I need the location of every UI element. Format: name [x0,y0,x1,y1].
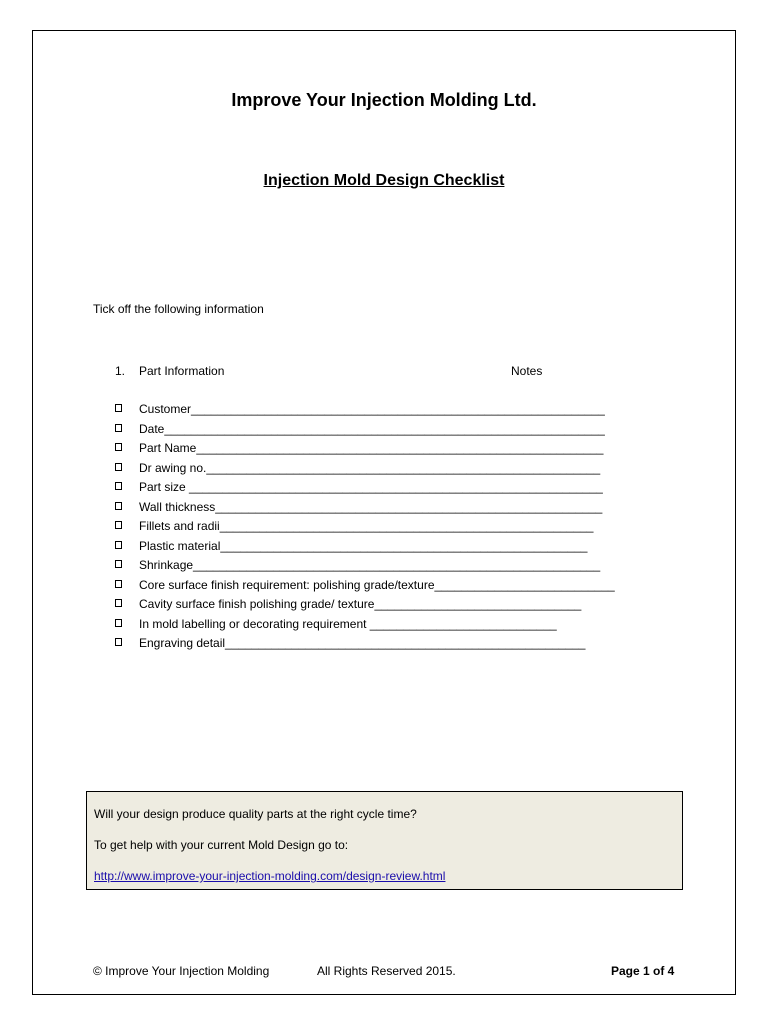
checklist-item-label: Wall thickness__________________________________________________________ [139,499,603,514]
checkbox[interactable] [115,463,122,471]
checklist-item [113,500,673,520]
checkbox[interactable] [115,619,122,627]
checkbox[interactable] [115,560,122,568]
intro-text: Tick off the following information [93,302,264,316]
checklist-item [113,539,673,559]
checklist-item-label: Core surface finish requirement: polishing grade/texture___________________________ [139,577,615,592]
checklist-item [113,578,673,598]
checklist-item-label: Shrinkage_____________________________________________________________ [139,558,601,572]
section-number: 1. [115,364,126,378]
design-review-link[interactable]: http://www.improve-your-injection-molding.com/design-review.html [94,869,446,883]
section-title: Part Information [139,364,225,378]
help-box [86,791,683,890]
checklist-item [113,461,673,481]
checklist-item-label: Customer______________________________________________________________ [139,402,605,416]
checklist-item-label: Dr awing no.___________________________________________________________ [139,460,601,475]
document-title [0,172,768,190]
checklist-item-label: Fillets and radii________________________________________________________ [139,519,594,533]
checklist-item-label: Engraving detail______________________________________________________ [139,636,586,650]
checklist-item-label: Cavity surface finish polishing grade/ texture_______________________________ [139,597,582,611]
checkbox[interactable] [115,443,122,451]
company-name: Improve Your Injection Molding Ltd. [231,90,537,110]
checklist-item-label: In mold labelling or decorating requirement ____________________________ [139,616,557,631]
footer-copyright: © Improve Your Injection Molding [93,964,270,978]
checkbox[interactable] [115,638,122,646]
checkbox[interactable] [115,541,122,549]
notes-heading: Notes [511,364,543,378]
checklist-item-label: Plastic material_______________________________________________________ [139,538,588,553]
document-title-text: Injection Mold Design Checklist [263,172,505,189]
help-text: To get help with your current Mold Design go to: [94,838,349,852]
checklist-item [113,519,673,539]
checklist [113,402,673,656]
checkbox[interactable] [115,599,122,607]
footer-rights: All Rights Reserved 2015. [317,964,456,978]
checkbox[interactable] [115,404,122,412]
checkbox[interactable] [115,580,122,588]
checkbox[interactable] [115,521,122,529]
checklist-item [113,558,673,578]
checklist-item [113,636,673,656]
checklist-item [113,617,673,637]
checklist-item [113,597,673,617]
checklist-item [113,402,673,422]
checklist-item [113,422,673,442]
checklist-item [113,480,673,500]
checklist-item-label: Date__________________________________________________________________ [139,421,605,436]
checklist-item-label: Part size ______________________________________________________________ [139,480,603,494]
checklist-item-label: Part Name_____________________________________________________________ [139,441,604,455]
help-question: Will your design produce quality parts at the right cycle time? [94,807,417,821]
page-number: Page 1 of 4 [611,964,675,978]
checklist-item [113,441,673,461]
checkbox[interactable] [115,482,122,490]
checkbox[interactable] [115,502,122,510]
checkbox[interactable] [115,424,122,432]
